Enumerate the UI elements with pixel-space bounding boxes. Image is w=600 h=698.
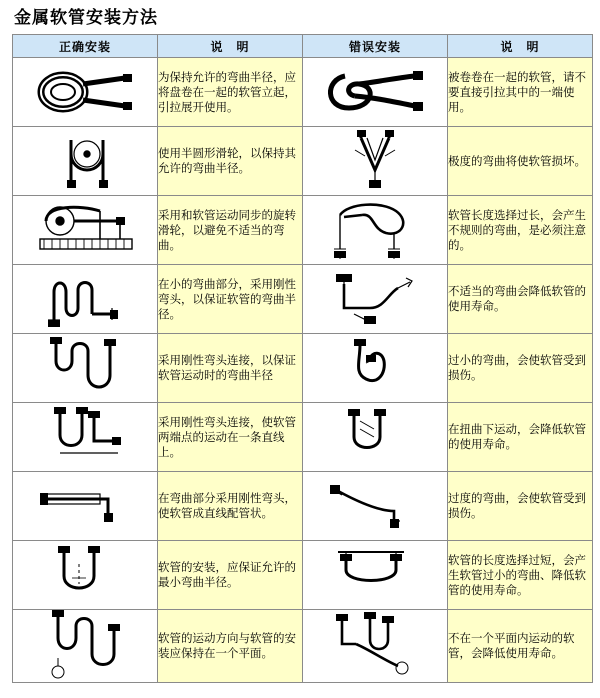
sharp-v-bend-icon xyxy=(315,130,435,192)
correct-illustration-cell xyxy=(13,58,158,127)
correct-illustration-cell xyxy=(13,610,158,683)
wrong-illustration-cell xyxy=(303,265,448,334)
wrong-description: 不在一个平面内运动的软管，会降低使用寿命。 xyxy=(448,610,593,683)
correct-illustration-cell xyxy=(13,403,158,472)
table-row xyxy=(13,265,593,334)
wrong-description: 软管的长度选择过短，会产生软管过小的弯曲、降低软管的使用寿命。 xyxy=(448,541,593,610)
table-row xyxy=(13,196,593,265)
table-body xyxy=(13,58,593,683)
correct-description: 在小的弯曲部分，采用刚性弯头，以保证软管的弯曲半径。 xyxy=(158,265,303,334)
min-bend-radius-u-icon xyxy=(20,544,150,606)
coiled-hose-pulled-icon xyxy=(315,62,435,122)
table-row xyxy=(13,472,593,541)
table-row xyxy=(13,403,593,472)
installation-methods-table xyxy=(12,34,593,683)
wrong-illustration-cell xyxy=(303,334,448,403)
wrong-illustration-cell xyxy=(303,196,448,265)
wrong-description: 被卷卷在一起的软管，请不要直接引拉其中的一端使用。 xyxy=(448,58,593,127)
wrong-illustration-cell xyxy=(303,541,448,610)
correct-illustration-cell xyxy=(13,472,158,541)
wrong-description: 极度的弯曲将使软管损坏。 xyxy=(448,127,593,196)
table-row xyxy=(13,127,593,196)
page-title: 金属软管安装方法 xyxy=(14,8,158,28)
wrong-illustration-cell xyxy=(303,403,448,472)
wrong-illustration-cell xyxy=(303,127,448,196)
correct-description: 在弯曲部分采用刚性弯头，使软管成直线配管状。 xyxy=(158,472,303,541)
correct-illustration-cell xyxy=(13,127,158,196)
correct-illustration-cell xyxy=(13,196,158,265)
wrong-description: 过度的弯曲，会使软管受到损伤。 xyxy=(448,472,593,541)
improper-bend-arrow-icon xyxy=(310,268,440,330)
header-row xyxy=(13,35,593,58)
table-row xyxy=(13,610,593,683)
rigid-elbow-u-loop-icon xyxy=(20,335,150,401)
correct-description: 采用刚性弯头连接，以保证软管运动时的弯曲半径 xyxy=(158,334,303,403)
rotating-pulley-chain-icon xyxy=(20,199,150,261)
table-row xyxy=(13,58,593,127)
wrong-description: 不适当的弯曲会降低软管的使用寿命。 xyxy=(448,265,593,334)
half-round-pulley-icon xyxy=(25,130,145,192)
header-correct-desc: 说 明 xyxy=(158,35,303,58)
correct-description: 采用和软管运动同步的旋转滑轮，以避免不适当的弯曲。 xyxy=(158,196,303,265)
wrong-illustration-cell xyxy=(303,610,448,683)
tight-u-bend-icon xyxy=(310,335,440,401)
correct-description: 为保持允许的弯曲半径，应将盘卷在一起的软管立起，引拉展开使用。 xyxy=(158,58,303,127)
correct-description: 采用刚性弯头连接，使软管两端点的运动在一条直线上。 xyxy=(158,403,303,472)
short-length-bracket-icon xyxy=(310,544,440,606)
rigid-elbow-straight-line-icon xyxy=(20,407,150,467)
correct-illustration-cell xyxy=(13,541,158,610)
correct-description: 软管的运动方向与软管的安装应保持在一个平面。 xyxy=(158,610,303,683)
wrong-illustration-cell xyxy=(303,58,448,127)
correct-description: 使用半圆形滑轮，以保持其允许的弯曲半径。 xyxy=(158,127,303,196)
wrong-description: 在扭曲下运动，会降低软管的使用寿命。 xyxy=(448,403,593,472)
same-plane-motion-icon xyxy=(20,610,150,682)
table-row xyxy=(13,541,593,610)
straight-pipe-elbow-icon xyxy=(20,481,150,531)
table-header xyxy=(13,35,593,58)
coiled-hose-flat-icon xyxy=(25,62,145,122)
out-of-plane-motion-icon xyxy=(310,610,440,682)
rigid-elbow-small-bend-icon xyxy=(20,268,150,330)
correct-illustration-cell xyxy=(13,334,158,403)
twisted-u-hose-icon xyxy=(310,407,440,467)
header-correct-install: 正确安装 xyxy=(13,35,158,58)
header-wrong-desc: 说 明 xyxy=(448,35,593,58)
wrong-description: 软管长度选择过长，会产生不规则的弯曲，是必须注意的。 xyxy=(448,196,593,265)
wrong-illustration-cell xyxy=(303,472,448,541)
loose-long-hose-loop-icon xyxy=(310,197,440,263)
correct-description: 软管的安装，应保证允许的最小弯曲半径。 xyxy=(158,541,303,610)
correct-illustration-cell xyxy=(13,265,158,334)
over-bent-pipe-icon xyxy=(310,481,440,531)
header-wrong-install: 错误安装 xyxy=(303,35,448,58)
table-row xyxy=(13,334,593,403)
wrong-description: 过小的弯曲，会使软管受到损伤。 xyxy=(448,334,593,403)
